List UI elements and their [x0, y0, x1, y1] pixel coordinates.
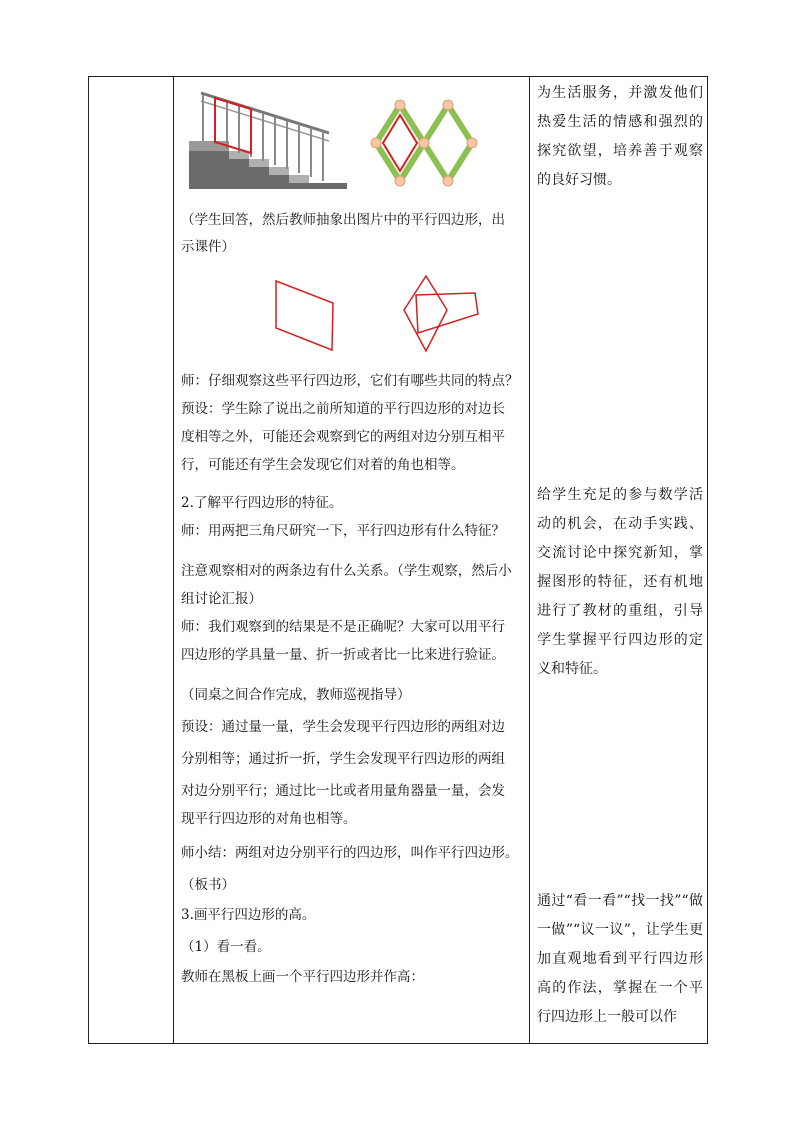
paragraph-line: 师：用两把三角尺研究一下，平行四边形有什么特征？ — [181, 523, 505, 539]
paragraph-line: 师：我们观察到的结果是不是正确呢？大家可以用平行 — [181, 619, 505, 635]
paragraph-line: 师小结：两组对边分别平行的四边形，叫作平行四边形。 — [181, 845, 519, 861]
paragraph-line: 注意观察相对的两条边有什么关系。（学生观察，然后小 — [181, 563, 512, 579]
staircase-railing-image — [189, 89, 349, 189]
figures-caption-line-2: 示课件） — [181, 239, 235, 255]
design-note-3: 通过“看一看”“找一找”“做一做”“议一议”，让学生更加直观地看到平行四边形高的作法，掌握在一个平行四边形上一般可以作 — [537, 893, 703, 1025]
paragraph-line: 对边分别平行；通过比一比或者用量角器量一量，会发 — [181, 783, 505, 799]
paragraph-line: 组讨论汇报） — [181, 591, 262, 607]
parallelogram-right — [416, 293, 478, 333]
paragraph-line: 预设：通过量一量，学生会发现平行四边形的两组对边 — [181, 719, 505, 735]
paragraph-line: 四边形的学具量一量、折一折或者比一比来进行验证。 — [181, 647, 505, 663]
lesson-table — [88, 76, 708, 1044]
paragraph-line: 现平行四边形的对角也相等。 — [181, 811, 357, 827]
lifting-gate-image — [373, 95, 483, 191]
paragraph-line: 教师在黑板上画一个平行四边形并作高： — [181, 969, 424, 985]
design-note-2: 给学生充足的参与数学活动的机会，在动手实践、交流讨论中探究新知，掌握图形的特征，还有机地进行了教材的重组，引导学生掌握平行四边形的定义和特征。 — [537, 487, 703, 677]
paragraph-line: 分别相等；通过折一折，学生会发现平行四边形的两组 — [181, 751, 505, 767]
design-note-1: 为生活服务，并激发他们热爱生活的情感和强烈的探究欲望，培养善于观察的良好习惯。 — [537, 85, 703, 188]
parallelogram-left — [276, 281, 333, 350]
section-heading: 2.了解平行四边形的特征。 — [181, 495, 343, 511]
paragraph-line: （板书） — [181, 877, 235, 893]
paragraph-line: （同桌之间合作完成，教师巡视指导） — [181, 687, 411, 703]
paragraph-line: 预设：学生除了说出之前所知道的平行四边形的对边长 — [181, 401, 505, 417]
design-intent-column — [529, 77, 709, 1043]
parallelogram-rhombus — [404, 276, 447, 351]
section-heading: 3.画平行四边形的高。 — [181, 907, 316, 923]
paragraph-line: 行，可能还有学生会发现它们对着的角也相等。 — [181, 457, 465, 473]
parallelogram-shapes — [173, 273, 529, 363]
paragraph-line: （1）看一看。 — [181, 939, 271, 955]
figures-caption-line-1: （学生回答，然后教师抽象出图片中的平行四边形，出 — [181, 212, 505, 228]
paragraph-line: 师：仔细观察这些平行四边形，它们有哪些共同的特点？ — [181, 373, 519, 389]
teaching-process-column — [173, 77, 529, 1043]
paragraph-line: 度相等之外，可能还会观察到它的两组对边分别互相平 — [181, 429, 505, 445]
